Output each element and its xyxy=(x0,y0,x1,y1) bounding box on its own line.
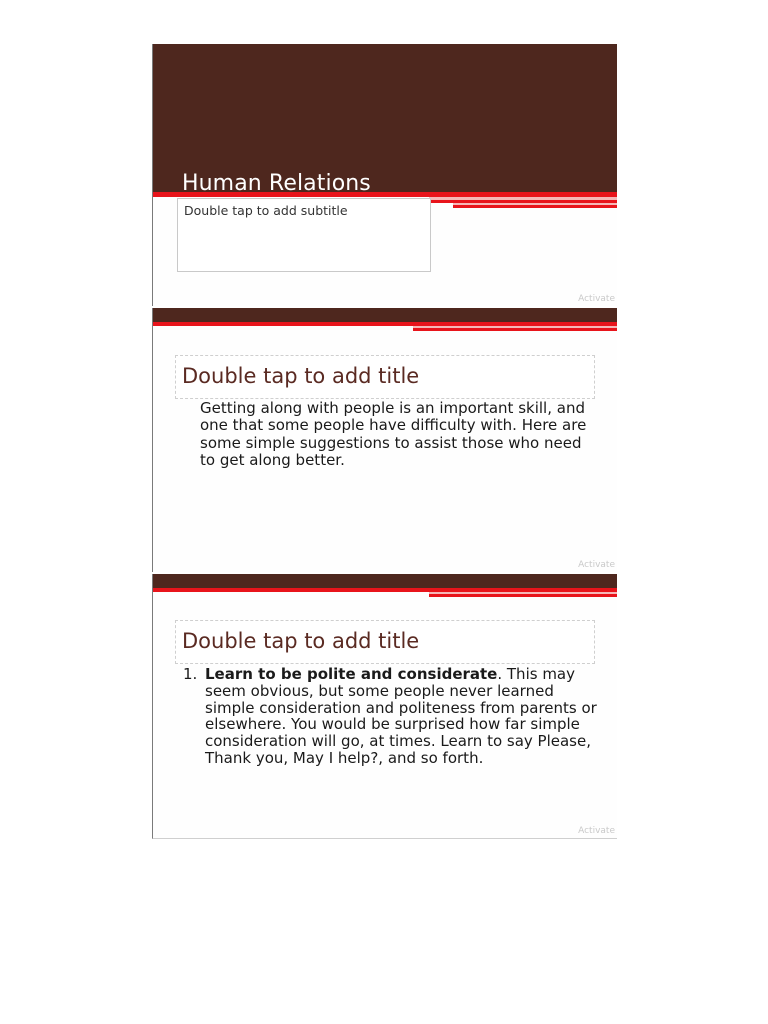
list-item-heading: Learn to be polite and considerate xyxy=(205,665,498,683)
subtitle-placeholder[interactable] xyxy=(177,198,431,272)
title-placeholder[interactable] xyxy=(175,620,595,664)
body-text[interactable]: Getting along with people is an important skill, and one that some people have difficulty with. Here are some simple suggestions to assist those who need to get along better. xyxy=(200,399,587,469)
subtitle-placeholder-text: Double tap to add subtitle xyxy=(184,203,348,218)
watermark-text: Activate xyxy=(578,294,615,304)
slide-3[interactable] xyxy=(152,574,617,839)
accent-strip xyxy=(453,205,617,208)
watermark-text: Activate xyxy=(578,560,615,570)
title-placeholder-text: Double tap to add title xyxy=(182,364,420,388)
watermark-text: Activate xyxy=(578,826,615,836)
slide-title[interactable]: Human Relations xyxy=(182,171,371,196)
accent-strip xyxy=(429,594,617,597)
title-placeholder[interactable] xyxy=(175,355,595,399)
accent-strip xyxy=(413,328,617,331)
slide-1[interactable] xyxy=(152,44,617,306)
header-band xyxy=(153,574,617,588)
slide-2[interactable] xyxy=(152,308,617,572)
title-placeholder-text: Double tap to add title xyxy=(182,629,420,653)
list-number: 1. xyxy=(183,665,198,683)
list-item-body: . This may seem obvious, but some people never learned simple consideration and politeness from parents or elsewhere. You would be surprised how far simple consideration will go, at times. Learn to say Please, Thank you, May I help?, and so forth. xyxy=(205,665,597,767)
list-item[interactable] xyxy=(183,666,603,767)
list-item-text xyxy=(183,666,603,767)
header-band xyxy=(153,308,617,322)
